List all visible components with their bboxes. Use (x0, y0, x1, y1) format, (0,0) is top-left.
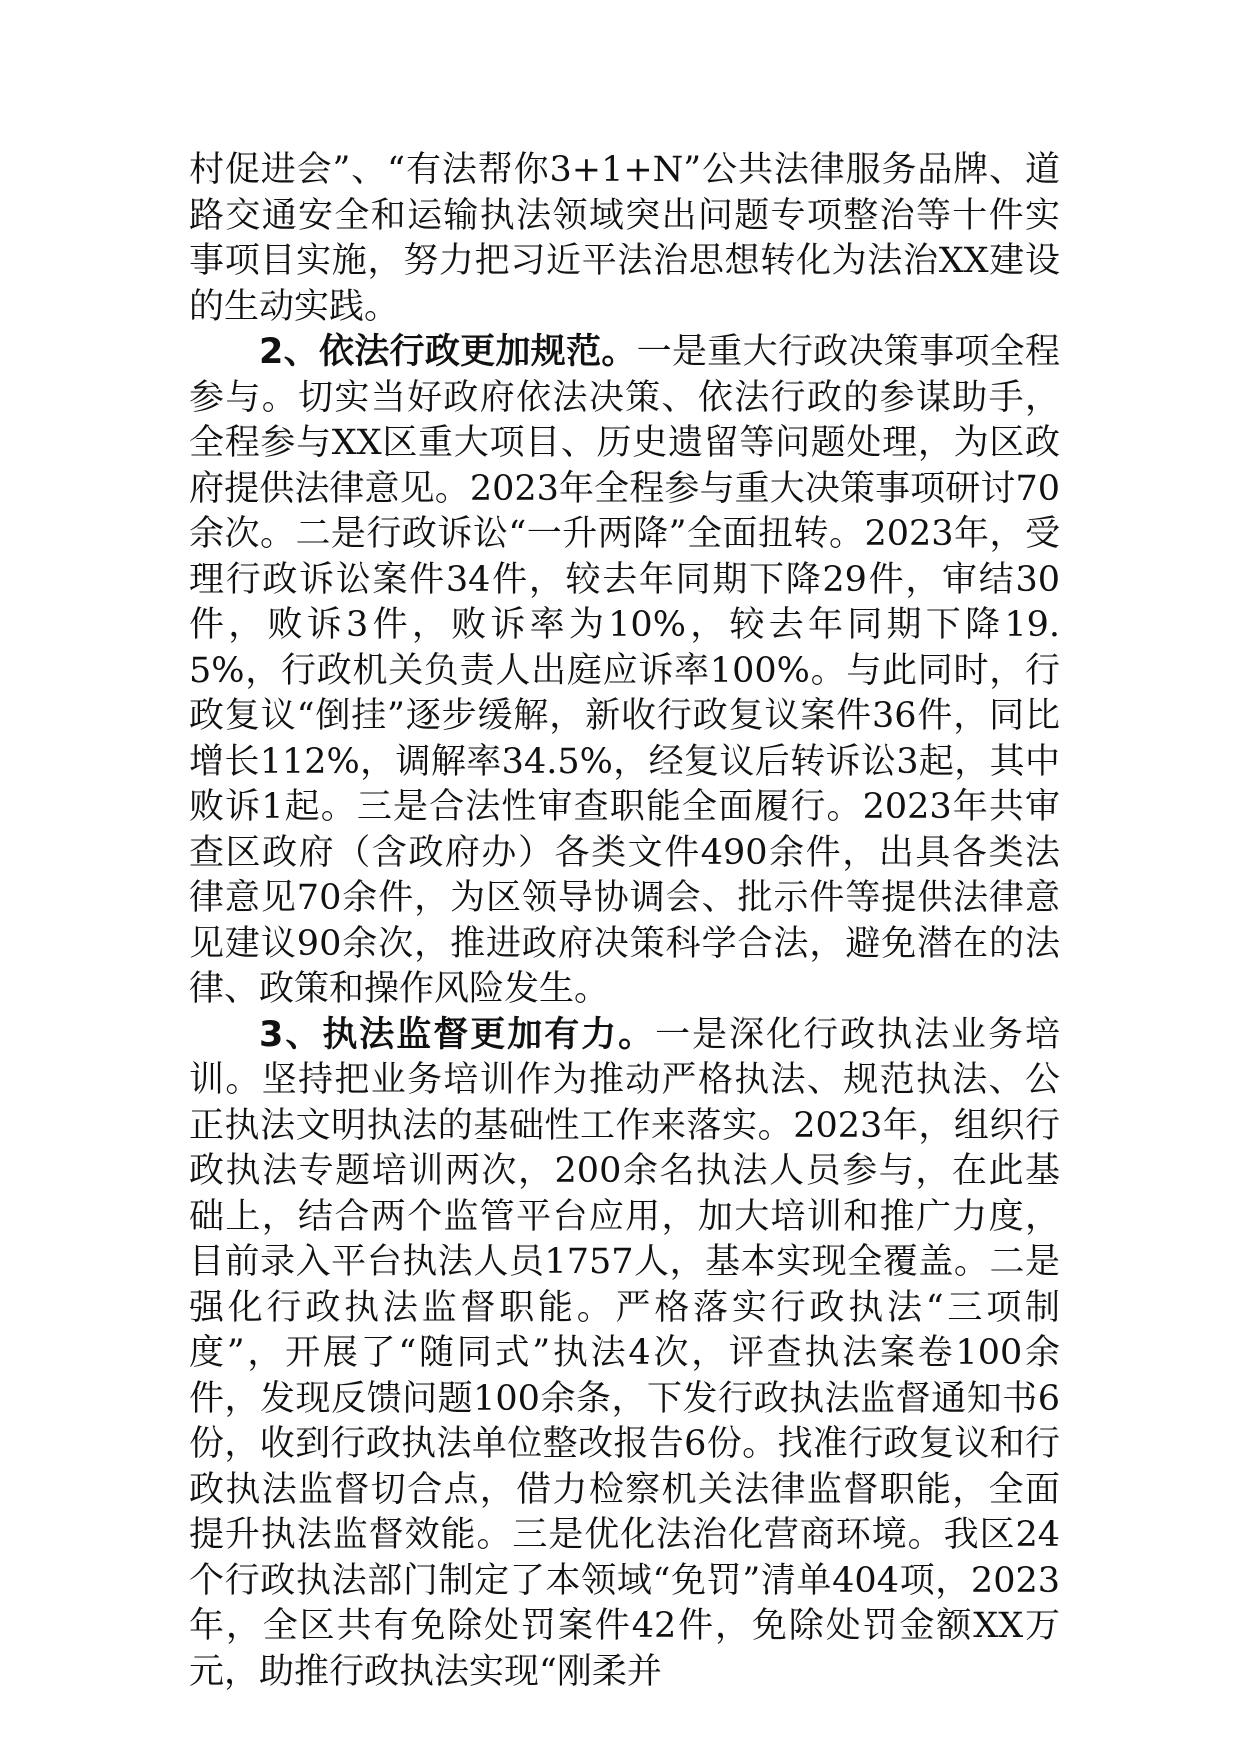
section-heading: 2、依法行政更加规范。 (259, 332, 637, 372)
paragraph-body: 村促进会”、“有法帮你3+1+N”公共法律服务品牌、道路交通安全和运输执法领域突出问题专项整治等十件实事项目实施，努力把习近平法治思想转化为法治XX建设的生动实践。 (189, 150, 1060, 327)
paragraph-continuation (189, 148, 1060, 330)
section-heading: 3、执法监督更加有力。 (259, 1014, 656, 1055)
paragraph-body: 一是深化行政执法业务培训。坚持把业务培训作为推动严格执法、规范执法、公正执法文明执法的基础性工作来落实。2023年，组织行政执法专题培训两次，200余名执法人员参与，在此基础上，结合两个监管平台应用，加大培训和推广力度，目前录入平台执法人员1757人，基本实现全覆盖。二是强化行政执法监督职能。严格落实行政执法“三项制度”，开展了“随同式”执法4次，评查执法案卷100余件，发现反馈问题100余条，下发行政执法监督通知书6份，收到行政执法单位整改报告6份。找准行政复议和行政执法监督切合点，借力检察机关法律监督职能，全面提升执法监督效能。三是优化法治化营商环境。我区24个行政执法部门制定了本领域“免罚”清单404项，2023年，全区共有免除处罚案件42件，免除处罚金额XX万元，助推行政执法实现“刚柔并 (189, 1014, 1060, 1692)
paragraph-enforcement-supervision (189, 1013, 1060, 1696)
paragraph-body: 一是重大行政决策事项全程参与。切实当好政府依法决策、依法行政的参谋助手，全程参与XX区重大项目、历史遗留等问题处理，为区政府提供法律意见。2023年全程参与重大决策事项研讨70余次。二是行政诉讼“一升两降”全面扭转。2023年，受理行政诉讼案件34件，较去年同期下降29件，审结30件，败诉3件，败诉率为10%，较去年同期下降19.5%，行政机关负责人出庭应诉率100%。与此同时，行政复议“倒挂”逐步缓解，新收行政复议案件36件，同比增长112%，调解率34.5%，经复议后转诉讼3起，其中败诉1起。三是合法性审查职能全面履行。2023年共审查区政府（含政府办）各类文件490余件，出具各类法律意见70余件，为区领导协调会、批示件等提供法律意见建议90余次，推进政府决策科学合法，避免潜在的法律、政策和操作风险发生。 (189, 332, 1060, 1009)
paragraph-administration-by-law (189, 330, 1060, 1013)
document-page (189, 148, 1060, 1695)
